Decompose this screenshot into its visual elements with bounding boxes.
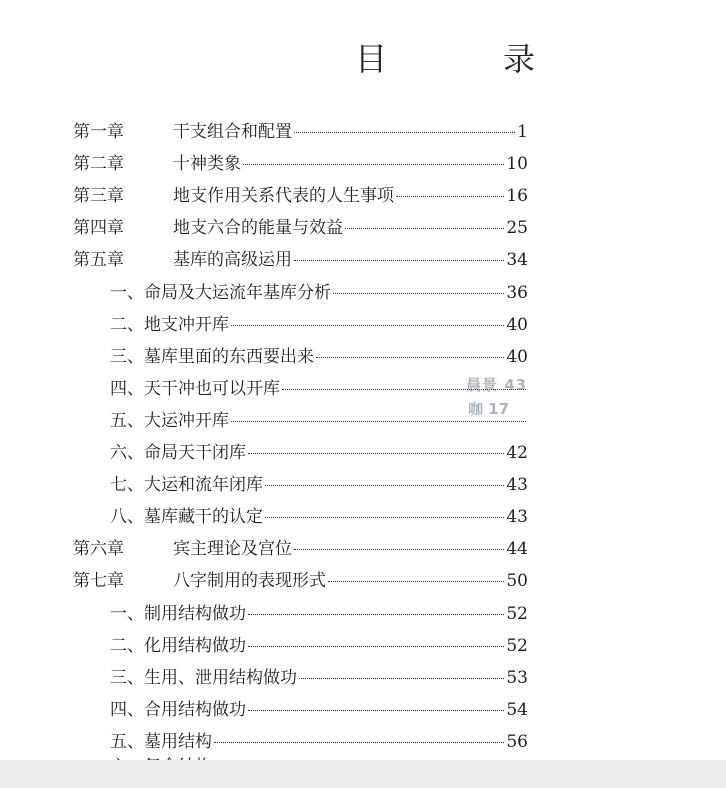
chapter-title: 基库的高级运用: [173, 250, 292, 270]
dot-leader: [316, 357, 504, 358]
page-number: 40: [506, 347, 528, 367]
section-title: 四、天干冲也可以开库: [110, 379, 280, 399]
toc-section-row[interactable]: [110, 310, 528, 336]
toc-chapter-row[interactable]: [73, 566, 528, 592]
stamp-line-1: 晨景 43: [466, 376, 528, 394]
dot-leader: [248, 614, 504, 615]
section-title: 二、化用结构做功: [110, 636, 246, 656]
chapter-title: 八字制用的表现形式: [173, 571, 326, 591]
page-number: 43: [506, 507, 528, 527]
dot-leader: [248, 646, 504, 647]
dot-leader: [231, 325, 504, 326]
dot-leader: [243, 164, 504, 165]
chapter-number: 第三章: [73, 186, 124, 206]
page-number: 56: [506, 732, 528, 752]
toc-section-row[interactable]: [110, 342, 528, 368]
toc-section-row[interactable]: [110, 663, 528, 689]
toc-chapter-row[interactable]: [73, 213, 528, 239]
page-number: 54: [506, 700, 528, 720]
viewer-bottom-bar: [0, 760, 726, 788]
chapter-number: 第一章: [73, 122, 124, 142]
page-number: 10: [506, 154, 528, 174]
toc-section-row[interactable]: [110, 438, 528, 464]
toc-section-row[interactable]: [110, 631, 528, 657]
page-number: 43: [506, 475, 528, 495]
section-title: 三、生用、泄用结构做功: [110, 668, 297, 688]
section-title: 五、墓用结构: [110, 732, 212, 752]
chapter-number: 第六章: [73, 539, 124, 559]
dot-leader: [265, 517, 504, 518]
chapter-title: 干支组合和配置: [173, 122, 292, 142]
chapter-title: 宾主理论及宫位: [173, 539, 292, 559]
chapter-number: 第五章: [73, 250, 124, 270]
section-title: 一、命局及大运流年基库分析: [110, 283, 331, 303]
dot-leader: [299, 678, 504, 679]
toc-section-row[interactable]: [110, 599, 528, 625]
page-number: 36: [506, 283, 528, 303]
toc-section-row[interactable]: [110, 695, 528, 721]
toc-section-row[interactable]: [110, 470, 528, 496]
chapter-title: 十神类象: [173, 154, 241, 174]
page-number: 42: [506, 443, 528, 463]
dot-leader: [333, 293, 504, 294]
dot-leader: [345, 228, 504, 229]
dot-leader: [396, 196, 504, 197]
dot-leader: [294, 132, 515, 133]
page-number: 25: [506, 218, 528, 238]
section-title: 三、墓库里面的东西要出来: [110, 347, 314, 367]
page-number: 52: [506, 604, 528, 624]
stamp-line-2: 咖 17: [468, 400, 510, 418]
section-title: 七、大运和流年闭库: [110, 475, 263, 495]
section-title: 六、命局天干闭库: [110, 443, 246, 463]
dot-leader: [294, 260, 504, 261]
dot-leader: [328, 581, 504, 582]
page-number: 50: [506, 571, 528, 591]
dot-leader: [214, 742, 504, 743]
page-number: 40: [506, 315, 528, 335]
dot-leader: [265, 485, 504, 486]
section-title: 四、合用结构做功: [110, 700, 246, 720]
page-number: 1: [517, 122, 528, 142]
chapter-number: 第四章: [73, 218, 124, 238]
chapter-number: 第二章: [73, 154, 124, 174]
chapter-title: 地支六合的能量与效益: [173, 218, 343, 238]
toc-chapter-row[interactable]: [73, 245, 528, 271]
dot-leader: [248, 710, 504, 711]
page-title: 目 录: [355, 40, 578, 78]
chapter-number: 第七章: [73, 571, 124, 591]
toc-chapter-row[interactable]: [73, 181, 528, 207]
section-title: 五、大运冲开库: [110, 411, 229, 431]
toc-section-row[interactable]: [110, 502, 528, 528]
cut-off-entry: [110, 752, 212, 760]
toc-section-row[interactable]: [110, 278, 528, 304]
dot-leader: [294, 549, 504, 550]
dot-leader: [248, 453, 504, 454]
page-number: 52: [506, 636, 528, 656]
page-number: 34: [506, 250, 528, 270]
toc-section-row[interactable]: [110, 727, 528, 753]
section-title: 八、墓库藏干的认定: [110, 507, 263, 527]
toc-chapter-row[interactable]: [73, 117, 528, 143]
dot-leader: [231, 421, 526, 422]
page-number: 16: [506, 186, 528, 206]
page-number: 53: [506, 668, 528, 688]
toc-chapter-row[interactable]: [73, 149, 528, 175]
watermark-stamp: [466, 374, 530, 420]
section-title: 二、地支冲开库: [110, 315, 229, 335]
page-number: 44: [506, 539, 528, 559]
chapter-title: 地支作用关系代表的人生事项: [173, 186, 394, 206]
toc-chapter-row[interactable]: [73, 534, 528, 560]
section-title: 一、制用结构做功: [110, 604, 246, 624]
